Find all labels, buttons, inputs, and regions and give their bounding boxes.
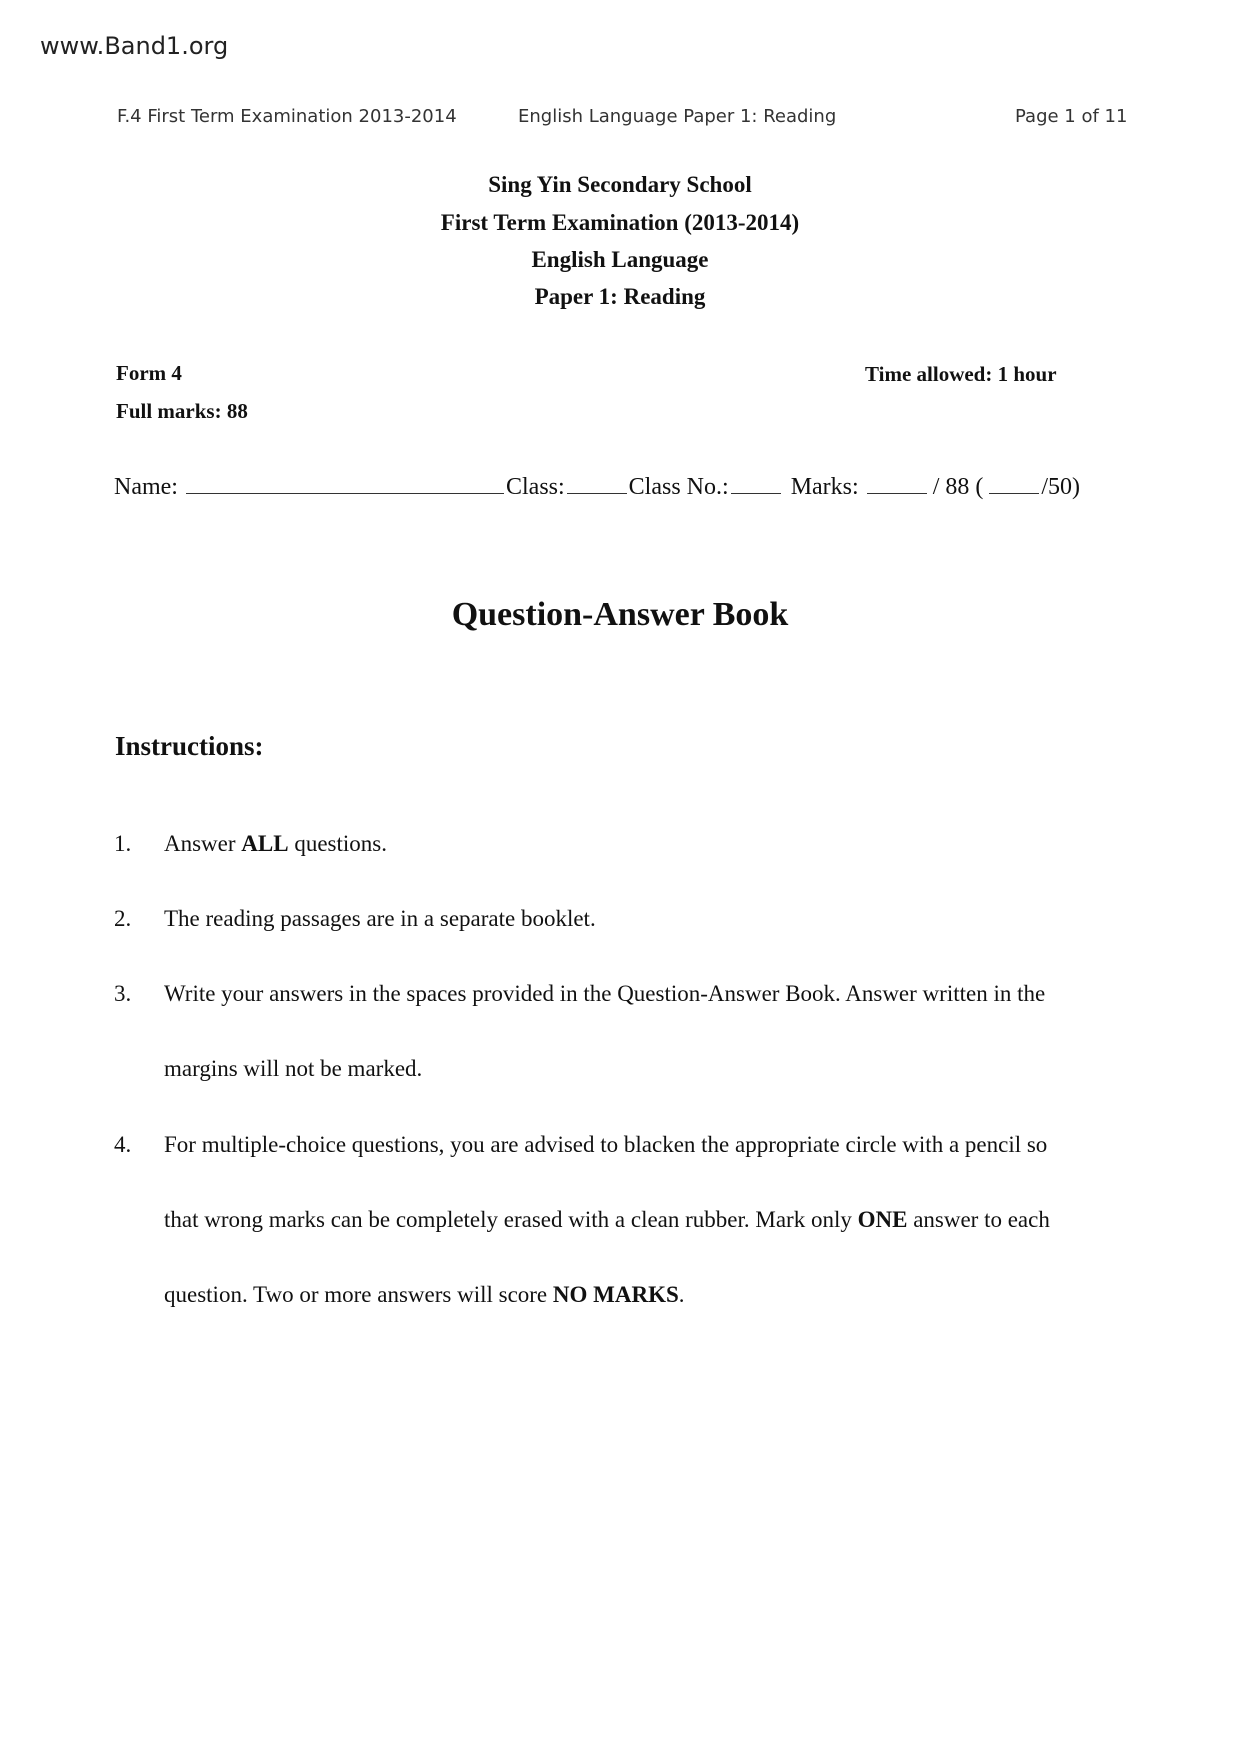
- emphasis: ALL: [241, 831, 289, 856]
- instruction-text-line: margins will not be marked.: [164, 1056, 423, 1081]
- name-field[interactable]: [186, 492, 504, 494]
- full-marks: Full marks: 88: [116, 399, 248, 423]
- instructions-heading: Instructions:: [115, 731, 264, 761]
- instruction-text-line: Answer ALL questions.: [164, 831, 387, 856]
- header-exam-name: F.4 First Term Examination 2013-2014: [117, 106, 457, 127]
- name-label: Name:: [114, 474, 178, 500]
- exam-title: First Term Examination (2013-2014): [440, 210, 800, 235]
- instruction-number: 1.: [114, 831, 132, 856]
- instruction-text-line: For multiple-choice questions, you are advised to blacken the appropriate circle with a pencil so: [164, 1132, 1048, 1157]
- instruction-number: 3.: [114, 981, 132, 1006]
- marks-field[interactable]: [867, 492, 927, 494]
- instruction-number: 2.: [114, 906, 132, 931]
- instruction-text-line: Write your answers in the spaces provided in the Question-Answer Book. Answer written in the: [164, 981, 1046, 1006]
- marks-label: Marks:: [790, 474, 859, 500]
- header-paper-name: English Language Paper 1: Reading: [518, 106, 837, 127]
- header-page-number: Page 1 of 11: [1015, 106, 1128, 127]
- class-label: Class:: [505, 474, 565, 500]
- book-title: Question-Answer Book: [451, 596, 789, 633]
- class-no-field[interactable]: [731, 492, 781, 494]
- time-allowed: Time allowed: 1 hour: [865, 362, 1057, 386]
- watermark[interactable]: www.Band1.org: [40, 32, 229, 60]
- instruction-number: 4.: [114, 1132, 132, 1157]
- student-info-fields: [114, 474, 1080, 501]
- marks-scaled-total: /50): [1041, 474, 1081, 500]
- paper-title: Paper 1: Reading: [534, 284, 706, 309]
- class-field[interactable]: [567, 492, 627, 494]
- emphasis: NO MARKS: [552, 1282, 679, 1307]
- emphasis: ONE: [857, 1207, 908, 1232]
- form-level: Form 4: [116, 361, 182, 385]
- marks-total: / 88 (: [932, 474, 984, 500]
- instruction-text-line: The reading passages are in a separate booklet.: [164, 906, 596, 931]
- instruction-text-line: that wrong marks can be completely erased with a clean rubber. Mark only ONE answer to each: [164, 1207, 1050, 1232]
- subject-title: English Language: [531, 247, 709, 272]
- school-name: Sing Yin Secondary School: [488, 172, 752, 197]
- marks-scaled-field[interactable]: [989, 492, 1039, 494]
- class-no-label: Class No.:: [628, 474, 729, 500]
- instruction-text-line: question. Two or more answers will score NO MARKS.: [164, 1282, 685, 1307]
